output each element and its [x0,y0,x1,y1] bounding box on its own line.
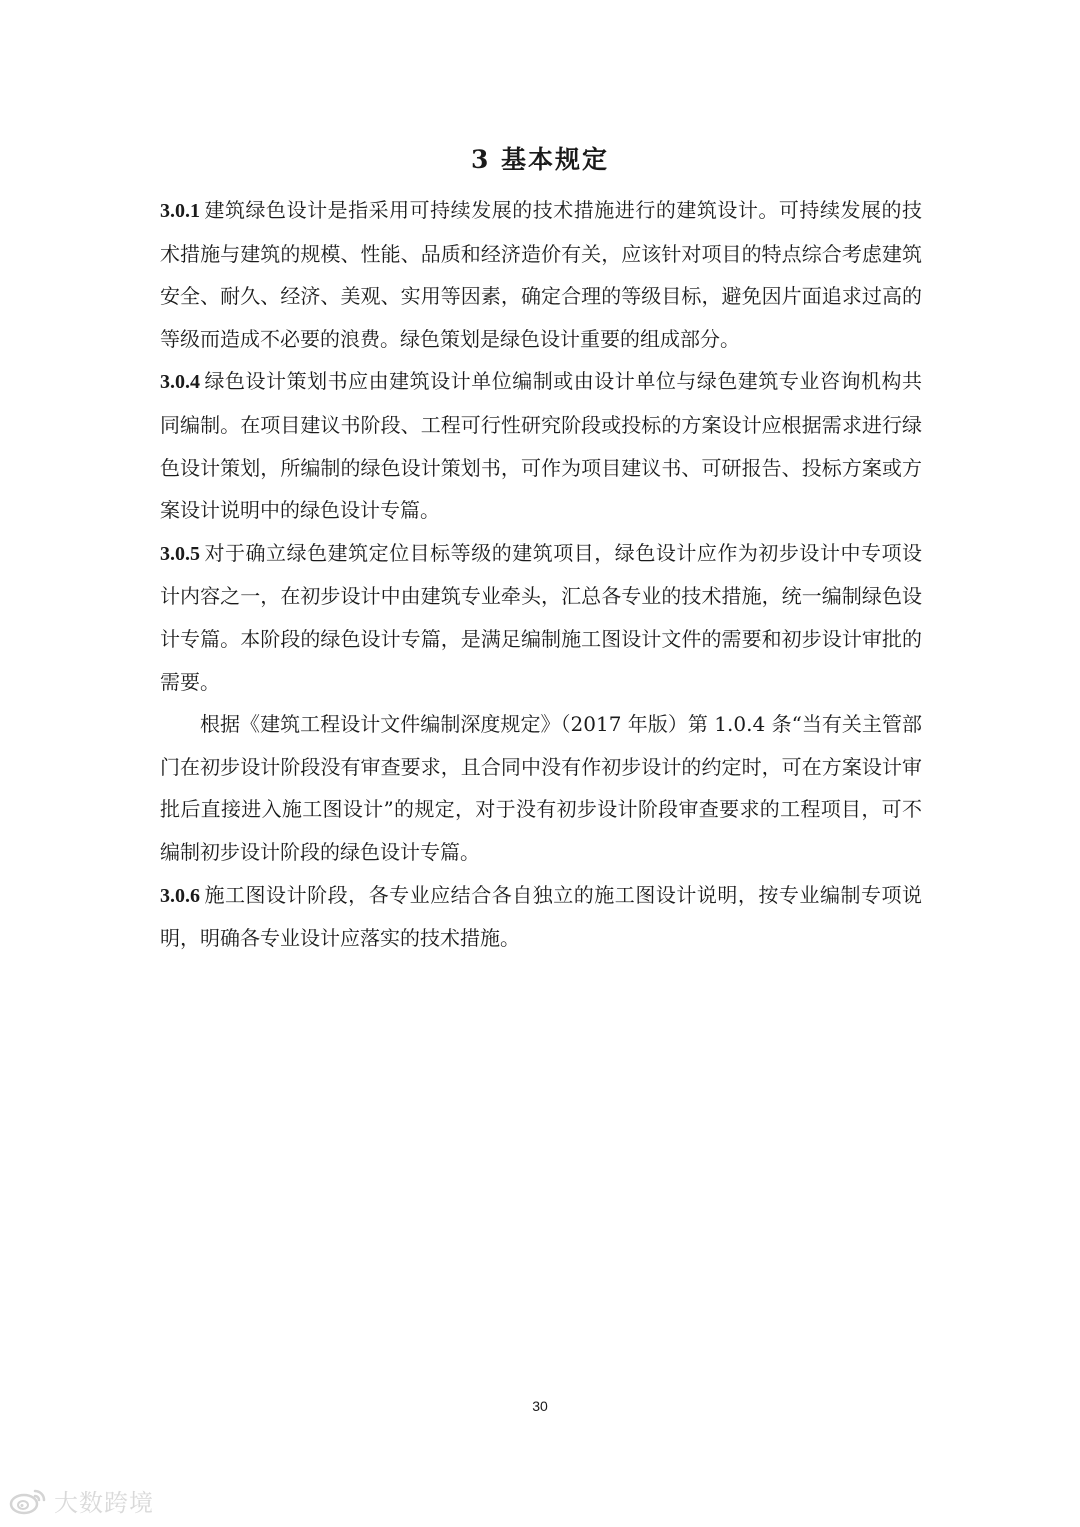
clause-text: 根据《建筑工程设计文件编制深度规定》（2017 年版）第 1.0.4 条“当有关主管部门在初步设计阶段没有审查要求，且合同中没有作初步设计的约定时，可在方案设计审批后直接进入施工图设计”的规定，对于没有初步设计阶段审查要求的工程项目，可不编制初步设计阶段的绿色设计专篇。 [160,712,922,864]
clause-number: 3.0.4 [160,371,200,394]
section-title: 3 基本规定 [470,145,610,174]
watermark-text: 大数跨境 [54,1489,154,1517]
clause-number: 3.0.1 [160,200,200,222]
clause-number: 3.0.6 [160,884,200,907]
clause-3-0-4 [160,360,922,531]
clause-3-0-1 [160,189,922,360]
clause-3-0-6 [160,874,922,960]
clause-3-0-5 [160,532,922,703]
clause-text: 施工图设计阶段，各专业应结合各自独立的施工图设计说明，按专业编制专项说明，明确各专业设计应落实的技术措施。 [160,882,922,951]
page-number: 30 [532,1398,548,1414]
clause-text: 绿色设计策划书应由建筑设计单位编制或由设计单位与绿色建筑专业咨询机构共同编制。在项目建议书阶段、工程可行性研究阶段或投标的方案设计应根据需求进行绿色设计策划，所编制的绿色设计策划书，可作为项目建议书、可研报告、投标方案或方案设计说明中的绿色设计专篇。 [160,369,922,523]
clause-3-0-5-note [160,703,922,873]
weibo-logo-icon [8,1487,48,1515]
clause-text: 对于确立绿色建筑定位目标等级的建筑项目，绿色设计应作为初步设计中专项设计内容之一，在初步设计中由建筑专业牵头，汇总各专业的技术措施，统一编制绿色设计专篇。本阶段的绿色设计专篇，是满足编制施工图设计文件的需要和初步设计审批的需要。 [160,540,922,694]
watermark [8,1483,154,1518]
clause-text: 建筑绿色设计是指采用可持续发展的技术措施进行的建筑设计。可持续发展的技术措施与建筑的规模、性能、品质和经济造价有关，应该针对项目的特点综合考虑建筑安全、耐久、经济、美观、实用等因素，确定合理的等级目标，避免因片面追求过高的等级而造成不必要的浪费。绿色策划是绿色设计重要的组成部分。 [160,198,922,351]
section-body [160,189,922,960]
clause-number: 3.0.5 [160,542,200,565]
